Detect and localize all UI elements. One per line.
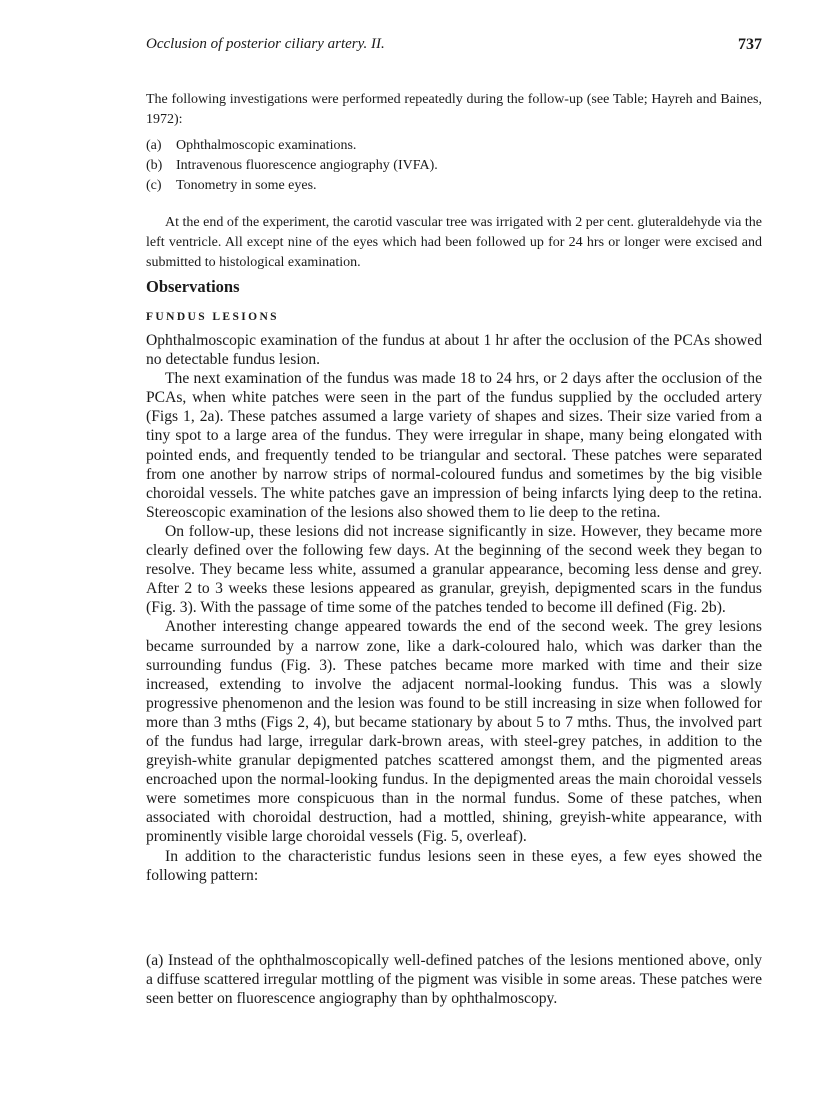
paragraph-5: In addition to the characteristic fundus lesions seen in these eyes, a few eyes showed the following pattern:	[146, 847, 762, 884]
investigations-list	[146, 136, 762, 196]
pattern-a-block	[146, 951, 762, 1008]
investigations-list-block	[146, 136, 762, 196]
paragraph-4: Another interesting change appeared towards the end of the second week. The grey lesions became surrounded by a narrow zone, like a dark-coloured halo, which was darker than the surrounding fundus (Fig. 3). These patches became more marked with time and their size increased, extending to involve the adjacent normal-looking fundus. This was a slowly progressive phenomenon and the lesion was found to be still increasing in size when followed for more than 3 mths (Figs 2, 4), but became stationary by about 5 to 7 mths. Thus, the involved part of the fundus had large, irregular dark-brown areas, with steel-grey patches, in addition to the greyish-white granular depigmented patches scattered amongst them, and the pigmented areas encroached upon the normal-looking fundus. In the depigmented areas the main choroidal vessels were sometimes more conspicuous than in the normal fundus. Some of these patches, when associated with choroidal destruction, had a mottled, shining, greyish-white appearance, with prominently visible large choroidal vessels (Fig. 5, overleaf).	[146, 618, 762, 846]
list-item-text: Intravenous fluorescence angiography (IVFA).	[176, 158, 438, 173]
experiment-end-paragraph: At the end of the experiment, the carotid vascular tree was irrigated with 2 per cent. gluteraldehyde via the left ventricle. All except nine of the eyes which had been followed up for 24 hrs or longer were excised and submitted to histological examination.	[146, 215, 762, 270]
section-heading: Observations	[146, 277, 240, 296]
experiment-end-block	[146, 213, 762, 273]
list-item-label: (b)	[146, 158, 163, 173]
intro-block	[146, 90, 762, 130]
pattern-a-paragraph	[146, 951, 762, 1008]
intro-paragraph: The following investigations were performed repeatedly during the follow-up (see Table; Hayreh and Baines, 1972):	[146, 92, 762, 127]
list-item	[146, 136, 762, 156]
paragraph-2: The next examination of the fundus was made 18 to 24 hrs, or 2 days after the occlusion of the PCAs, when white patches were seen in the part of the fundus supplied by the occluded artery (Figs 1, 2a). These patches assumed a large variety of shapes and sizes. Their size varied from a tiny spot to a large area of the fundus. They were irregular in shape, many being elongated with pointed ends, and frequently tended to be triangular and sectoral. These patches were separated from one another by narrow strips of normal-coloured fundus and sometimes by the big visible choroidal vessels. The white patches gave an impression of being infarcts lying deep to the retina. Stereoscopic examination of the lesions also showed them to lie deep to the retina.	[146, 370, 762, 521]
paragraph-3: On follow-up, these lesions did not increase significantly in size. However, they became more clearly defined over the following few days. At the beginning of the second week they began to resolve. They became less white, assumed a granular appearance, becoming less dense and grey. After 2 to 3 weeks these lesions appeared as granular, greyish, depigmented scars in the fundus (Fig. 3). With the passage of time some of the patches tended to become ill defined (Fig. 2b).	[146, 522, 762, 617]
list-item	[146, 176, 762, 196]
body-text	[146, 331, 762, 885]
pattern-a-label: (a)	[146, 952, 164, 969]
running-title: Occlusion of posterior ciliary artery. II.	[146, 36, 385, 52]
list-item-label: (a)	[146, 138, 162, 153]
page-number: 737	[738, 36, 762, 53]
list-item-text: Ophthalmoscopic examinations.	[176, 138, 357, 153]
list-item-label: (c)	[146, 178, 162, 193]
list-item	[146, 156, 762, 176]
section-subheading: FUNDUS LESIONS	[146, 311, 279, 323]
paragraph-1: Ophthalmoscopic examination of the fundus at about 1 hr after the occlusion of the PCAs showed no detectable fundus lesion.	[146, 332, 762, 369]
pattern-a-text: Instead of the ophthalmoscopically well-defined patches of the lesions mentioned above, only a diffuse scattered irregular mottling of the pigment was visible in some areas. These patches were seen better on fluorescence angiography than by ophthalmoscopy.	[146, 952, 763, 1008]
list-item-text: Tonometry in some eyes.	[176, 178, 317, 193]
